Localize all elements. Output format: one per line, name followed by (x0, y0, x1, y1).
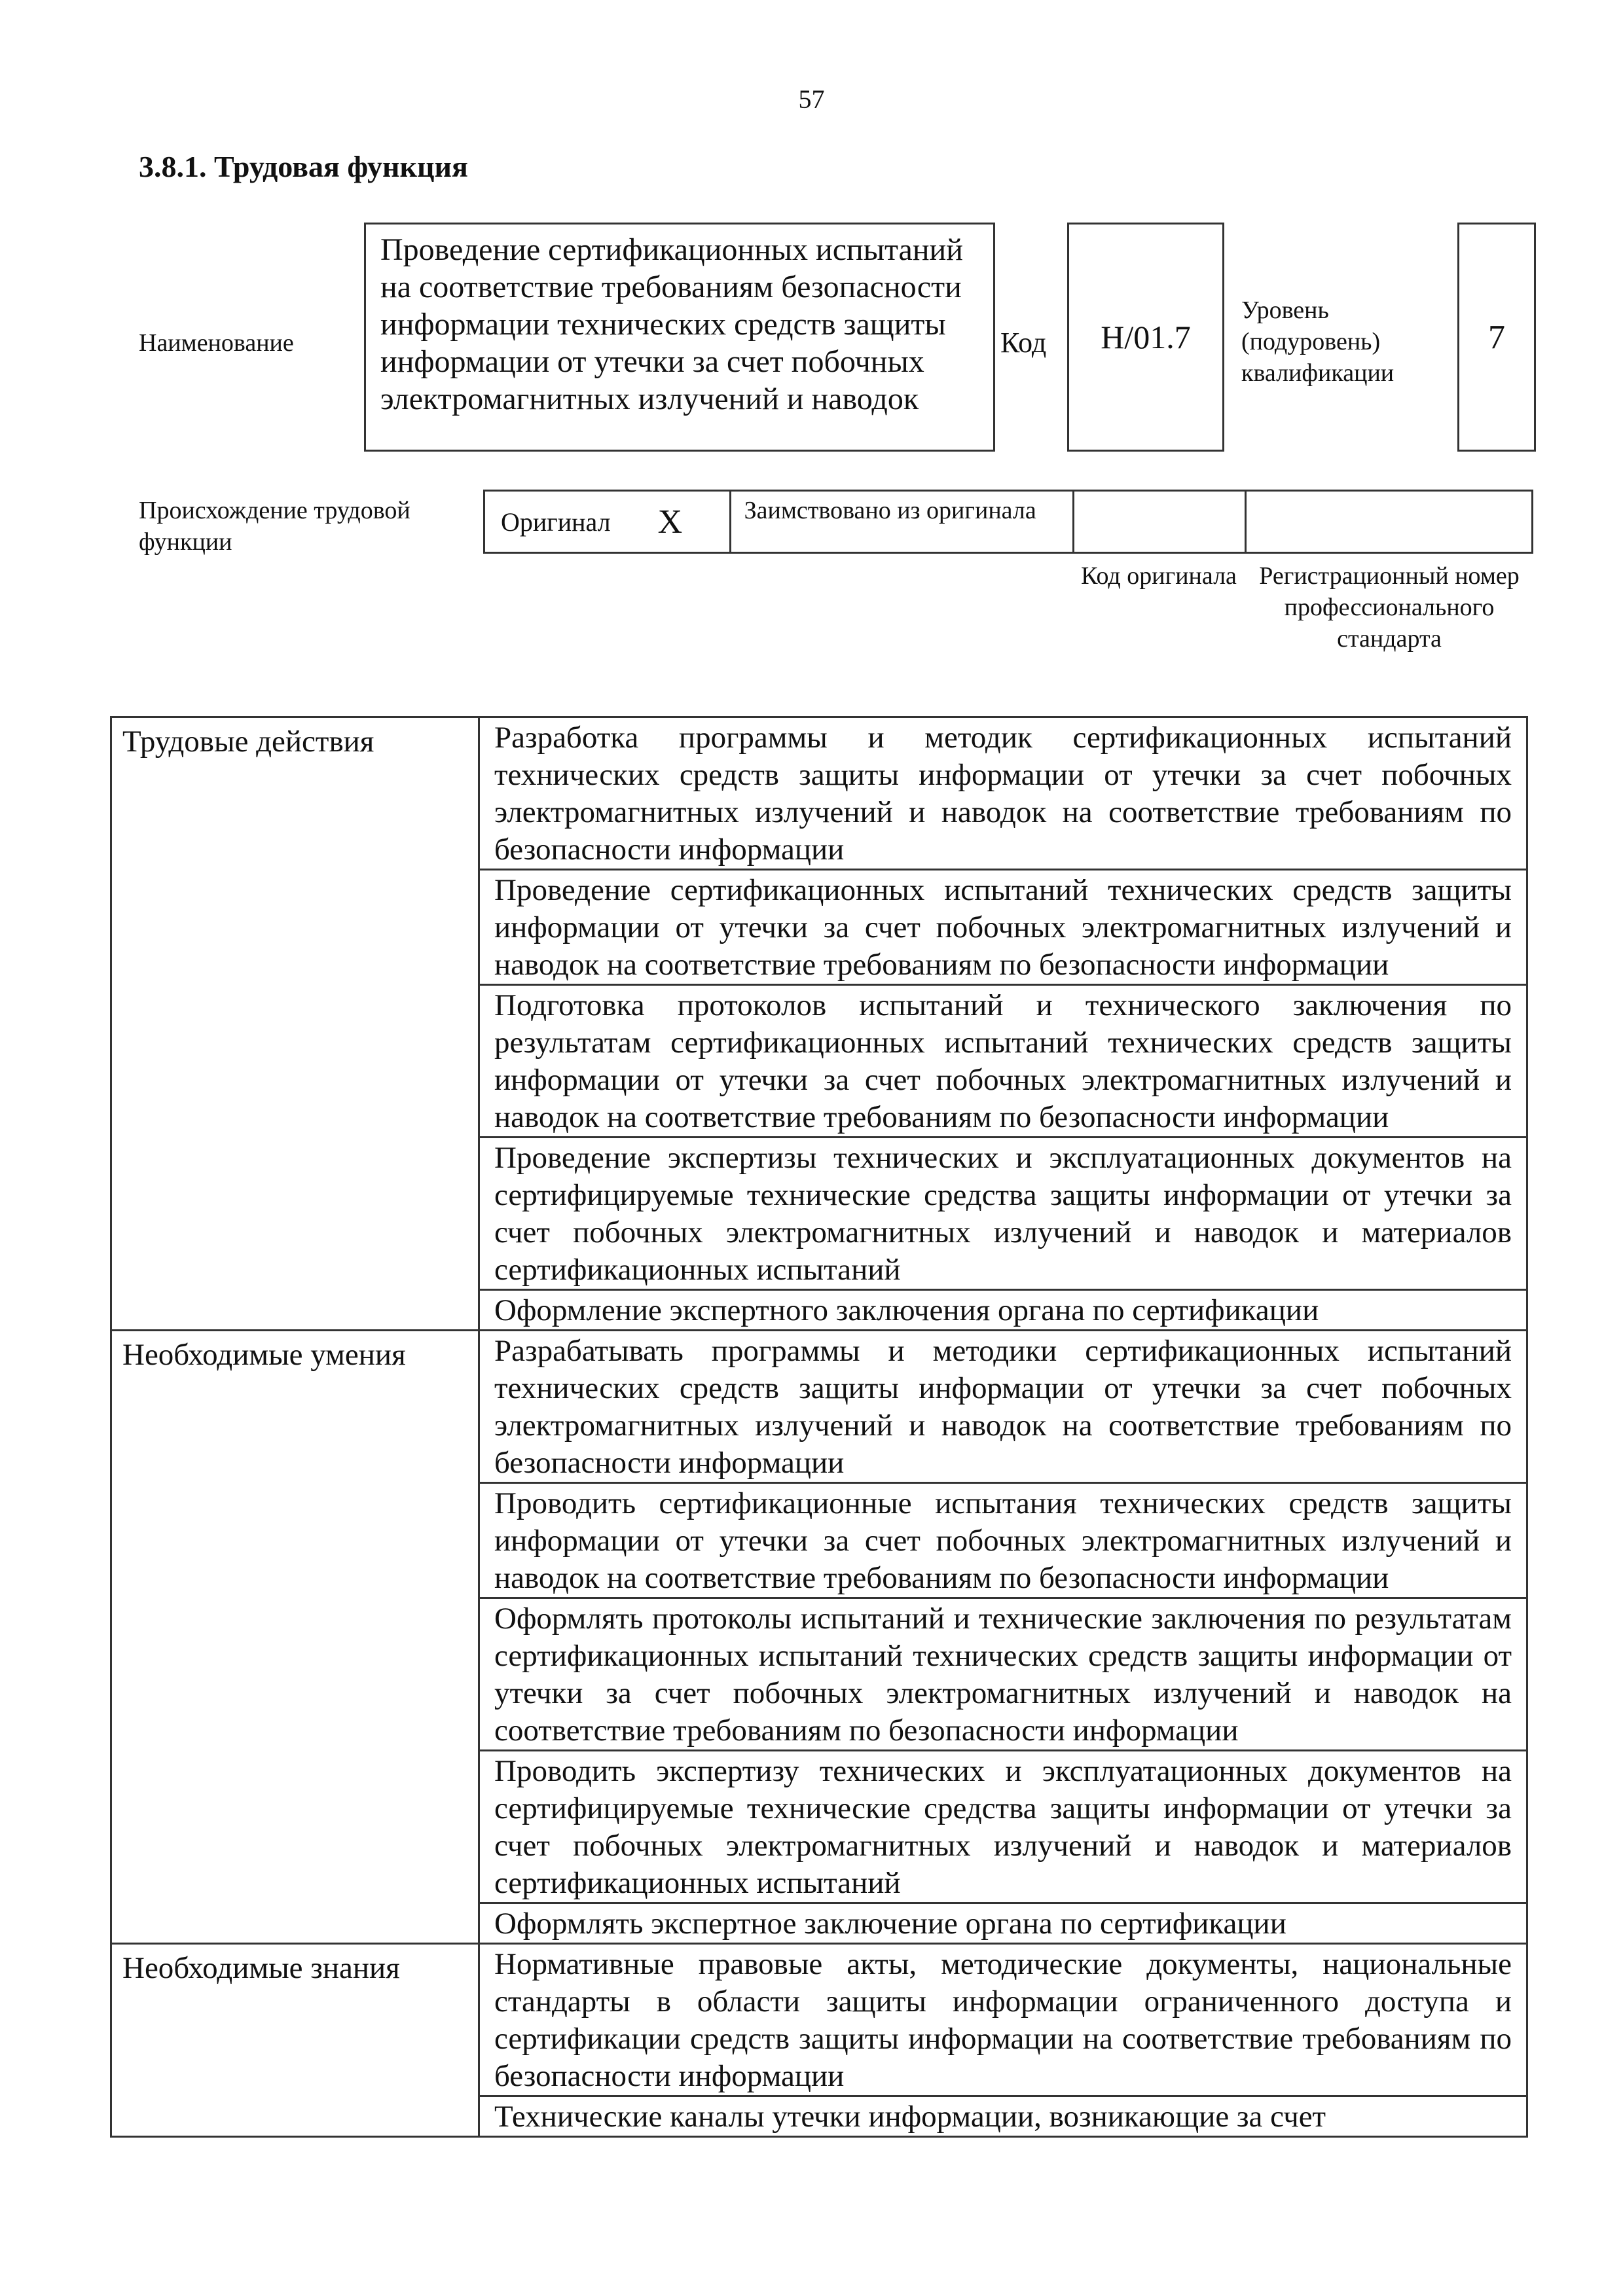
section-heading: 3.8.1. Трудовая функция (139, 150, 468, 183)
table-row (111, 717, 1527, 870)
level-value: 7 (1488, 318, 1505, 356)
table-cell: Разработка программы и методик сертификационных испытаний технических средств защиты информации от утечки за счет побочных электромагнитных излучений и наводок на соответствие требованиям по безопасности информации (479, 717, 1527, 870)
table-row (111, 1331, 1527, 1483)
registration-number-cell (1245, 492, 1531, 552)
table-cell: Подготовка протоколов испытаний и технического заключения по результатам сертификационных испытаний технических средств защиты информации от утечки за счет побочных электромагнитных излучений и наводок на соответствие требованиям по безопасности информации (479, 985, 1527, 1138)
table-cell: Проводить экспертизу технических и эксплуатационных документов на сертифицируемые технические средства защиты информации от утечки за счет побочных электромагнитных излучений и наводок и материалов сертификационных испытаний (479, 1751, 1527, 1903)
level-box (1457, 223, 1536, 452)
table-cell: Оформление экспертного заключения органа по сертификации (479, 1290, 1527, 1331)
category-labor-actions: Трудовые действия (111, 717, 479, 1331)
table-cell: Разрабатывать программы и методики сертификационных испытаний технических средств защиты информации от утечки за счет побочных электромагнитных излучений и наводок на соответствие требованиям по безопасности информации (479, 1331, 1527, 1483)
table-cell: Оформлять протоколы испытаний и технические заключения по результатам сертификационных испытаний технических средств защиты информации от утечки за счет побочных электромагнитных излучений и наводок на соответствие требованиям по безопасности информации (479, 1598, 1527, 1751)
code-label: Код (1000, 327, 1047, 359)
table-cell: Технические каналы утечки информации, возникающие за счет (479, 2096, 1527, 2137)
table-cell: Проводить сертификационные испытания технических средств защиты информации от утечки за счет побочных электромагнитных излучений и наводок на соответствие требованиям по безопасности информации (479, 1483, 1527, 1598)
origin-table (483, 490, 1533, 554)
borrowed-label: Заимствовано из оригинала (729, 492, 1072, 552)
name-label: Наименование (139, 329, 294, 357)
table-row (111, 1944, 1527, 2096)
category-required-knowledge: Необходимые знания (111, 1944, 479, 2137)
origin-label: Происхождение трудовой функции (139, 497, 410, 556)
registration-number-caption: Регистрационный номер профессионального стандарта (1259, 562, 1520, 653)
code-value: Н/01.7 (1101, 319, 1191, 355)
code-box (1067, 223, 1224, 452)
level-label: Уровень (подуровень) квалификации (1241, 296, 1395, 387)
table-cell: Нормативные правовые акты, методические документы, национальные стандарты в области защиты информации ограниченного доступа и сертификации средств защиты информации на соответствие требованиям по безопасности информации (479, 1944, 1527, 2096)
table-cell: Проведение экспертизы технических и эксплуатационных документов на сертифицируемые технические средства защиты информации от утечки за счет побочных электромагнитных излучений и наводок и материалов сертификационных испытаний (479, 1138, 1527, 1290)
page-number: 57 (798, 84, 825, 114)
function-details-table (110, 716, 1528, 2138)
original-code-cell (1072, 492, 1245, 552)
original-mark: X (657, 503, 683, 541)
category-required-skills: Необходимые умения (111, 1331, 479, 1944)
original-code-caption: Код оригинала (1081, 562, 1237, 590)
table-cell: Проведение сертификационных испытаний технических средств защиты информации от утечки за счет побочных электромагнитных излучений и наводок на соответствие требованиям по безопасности информации (479, 870, 1527, 985)
table-cell: Оформлять экспертное заключение органа по сертификации (479, 1903, 1527, 1944)
function-name-box: Проведение сертификационных испытаний на соответствие требованиям безопасности информации технических средств защиты информации от утечки за счет побочных электромагнитных излучений и наводок (364, 223, 995, 452)
original-label: Оригинал (501, 507, 611, 537)
origin-original-cell (485, 492, 729, 552)
